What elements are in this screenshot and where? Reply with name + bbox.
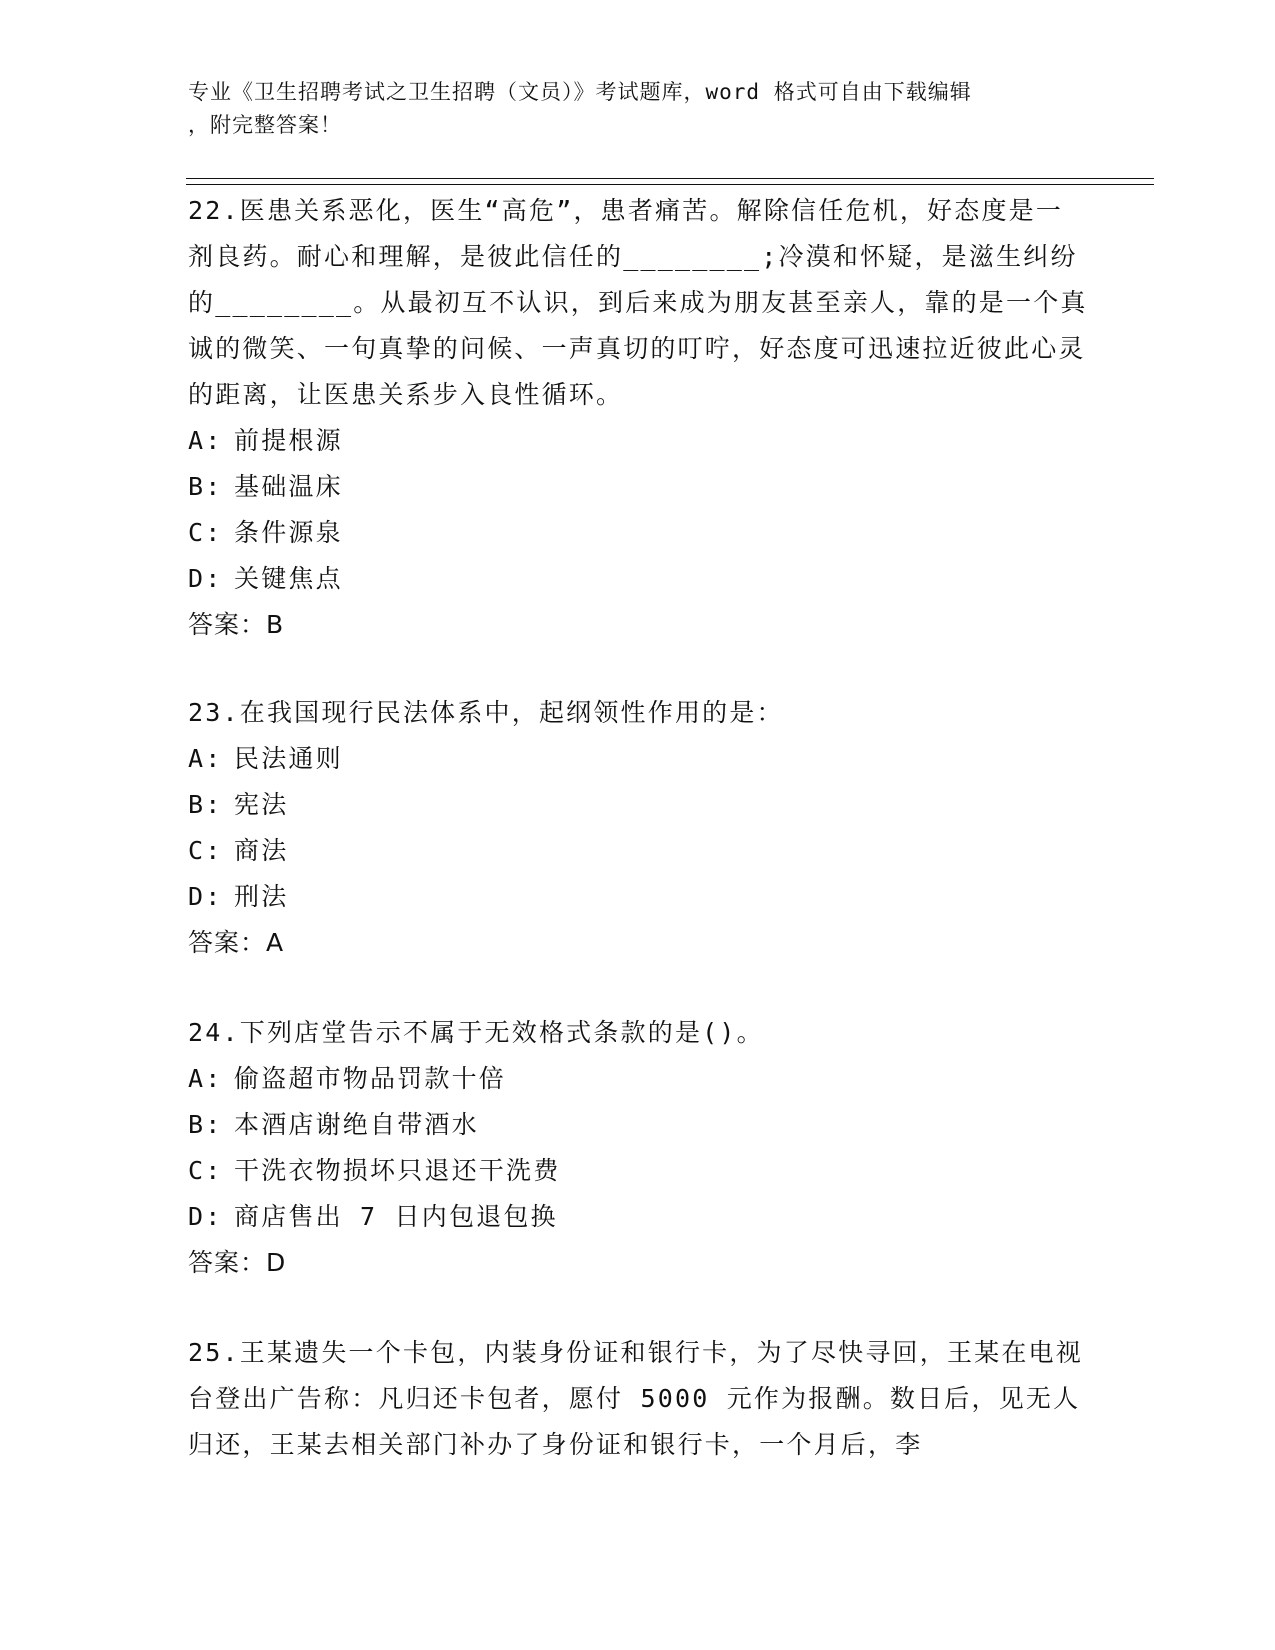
option-a xyxy=(188,736,1088,782)
option-letter: B: xyxy=(188,1110,223,1139)
option-c xyxy=(188,828,1088,874)
option-a xyxy=(188,1056,1088,1102)
option-d xyxy=(188,1194,1088,1240)
question-text: 22.医患关系恶化，医生“高危”，患者痛苦。解除信任危机，好态度是一剂良药。耐心和理解，是彼此信任的________;冷漠和怀疑，是滋生纠纷的________。从最初互不认识，到后来成为朋友甚至亲人，靠的是一个真诚的微笑、一句真挚的问候、一声真切的叮咛，好态度可迅速拉近彼此心灵的距离，让医患关系步入良性循环。 xyxy=(188,196,1088,409)
question-text: 23.在我国现行民法体系中，起纲领性作用的是： xyxy=(188,698,784,727)
option-text: 商法 xyxy=(234,836,289,865)
question-23 xyxy=(188,690,1088,966)
question-22 xyxy=(188,188,1088,648)
option-b xyxy=(188,1102,1088,1148)
question-24 xyxy=(188,1010,1088,1286)
option-letter: A: xyxy=(188,426,223,455)
answer-line: 答案：B xyxy=(188,610,285,639)
question-25 xyxy=(188,1330,1088,1468)
header-line-1: 专业《卫生招聘考试之卫生招聘（文员）》考试题库，word 格式可自由下载编辑 xyxy=(188,80,972,104)
answer-line: 答案：A xyxy=(188,928,285,957)
option-text: 条件源泉 xyxy=(234,518,343,547)
option-text: 前提根源 xyxy=(234,426,343,455)
option-text: 干洗衣物损坏只退还干洗费 xyxy=(234,1156,561,1185)
option-c xyxy=(188,1148,1088,1194)
option-d xyxy=(188,556,1088,602)
option-letter: A: xyxy=(188,744,223,773)
header-divider-bottom xyxy=(186,184,1154,185)
option-text: 刑法 xyxy=(234,882,289,911)
option-text: 宪法 xyxy=(234,790,289,819)
option-letter: D: xyxy=(188,1202,223,1231)
option-text: 基础温床 xyxy=(234,472,343,501)
option-text: 偷盗超市物品罚款十倍 xyxy=(234,1064,507,1093)
option-c xyxy=(188,510,1088,556)
option-text: 商店售出 7 日内包退包换 xyxy=(234,1202,558,1231)
option-letter: D: xyxy=(188,882,223,911)
option-text: 民法通则 xyxy=(234,744,343,773)
question-text: 24.下列店堂告示不属于无效格式条款的是()。 xyxy=(188,1018,764,1047)
option-text: 关键焦点 xyxy=(234,564,343,593)
option-letter: B: xyxy=(188,472,223,501)
option-text: 本酒店谢绝自带酒水 xyxy=(234,1110,479,1139)
option-letter: D: xyxy=(188,564,223,593)
option-b xyxy=(188,464,1088,510)
question-text: 25.王某遗失一个卡包，内装身份证和银行卡，为了尽快寻回，王某在电视台登出广告称：凡归还卡包者，愿付 5000 元作为报酬。数日后，见无人归还，王某去相关部门补办了身份证和银行卡，一个月后，李 xyxy=(188,1338,1083,1459)
document-header xyxy=(188,76,1078,142)
option-a xyxy=(188,418,1088,464)
option-d xyxy=(188,874,1088,920)
answer-line: 答案：D xyxy=(188,1248,287,1277)
option-letter: A: xyxy=(188,1064,223,1093)
option-letter: C: xyxy=(188,518,223,547)
option-letter: B: xyxy=(188,790,223,819)
option-b xyxy=(188,782,1088,828)
option-letter: C: xyxy=(188,836,223,865)
header-divider-top xyxy=(186,178,1154,179)
header-line-2: ，附完整答案！ xyxy=(188,113,342,137)
option-letter: C: xyxy=(188,1156,223,1185)
